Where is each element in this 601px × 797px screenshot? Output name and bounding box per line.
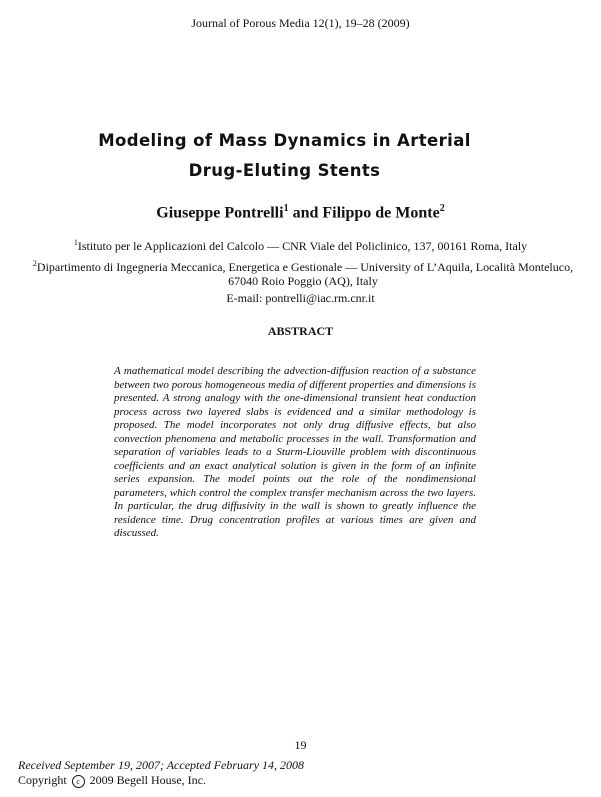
author-conjunction: and	[288, 204, 323, 222]
copyright-prefix: Copyright	[18, 773, 67, 787]
paper-title-line-1: Modeling of Mass Dynamics in Arterial	[98, 131, 471, 150]
affiliation-2	[18, 257, 588, 288]
abstract-heading: ABSTRACT	[267, 324, 334, 338]
author-2: Filippo de Monte	[322, 204, 440, 222]
journal-header: Journal of Porous Media 12(1), 19–28 (2009)	[191, 16, 410, 30]
author-1-affiliation-mark: 1	[283, 203, 289, 214]
copyright-symbol-icon: c	[72, 775, 85, 788]
page-number: 19	[294, 738, 307, 752]
affiliation-2-mark: 2	[32, 259, 37, 268]
affiliation-2-text: Dipartimento di Ingegneria Meccanica, Energetica e Gestionale — University of L’Aquila, Località Monteluco, 67040 Roio Poggio (AQ), Italy	[36, 260, 574, 288]
abstract-text: A mathematical model describing the advection-diffusion reaction of a substance between two porous homogeneous media of different properties and dimensions is presented. A strong analogy with the one-dimensional transient heat conduction process across two layered slabs is evidenced and a similar methodology is proposed. The model incorporates not only drug diffusive effects, but also convection phenomena and metabolic processes in the wall. Transformation and separation of variables leads to a Sturm-Liouville problem with discontinuous coefficients and an exact analytical solution is given in the form of an infinite series expansion. The model points out the role of the nondimensional parameters, which control the complex transfer mechanism across the two layers. In particular, the drug diffusivity in the wall is shown to greatly influence the residence time. Drug concentration profiles at various times are given and discussed.	[114, 365, 476, 539]
affiliation-1-mark: 1	[73, 238, 78, 247]
affiliation-1	[0, 236, 601, 253]
paper-title-line-2: Drug-Eluting Stents	[188, 161, 381, 180]
author-2-affiliation-mark: 2	[439, 203, 445, 214]
affiliation-1-text: Istituto per le Applicazioni del Calcolo — CNR Viale del Policlinico, 137, 00161 Roma, Italy	[77, 239, 528, 253]
contact-email: E-mail: pontrelli@iac.rm.cnr.it	[226, 291, 375, 305]
received-date-note: Received September 19, 2007; Accepted February 14, 2008	[18, 758, 305, 772]
copyright-holder: 2009 Begell House, Inc.	[89, 773, 206, 787]
author-list	[0, 203, 601, 222]
copyright-notice	[18, 773, 206, 788]
author-1: Giuseppe Pontrelli	[156, 204, 284, 222]
